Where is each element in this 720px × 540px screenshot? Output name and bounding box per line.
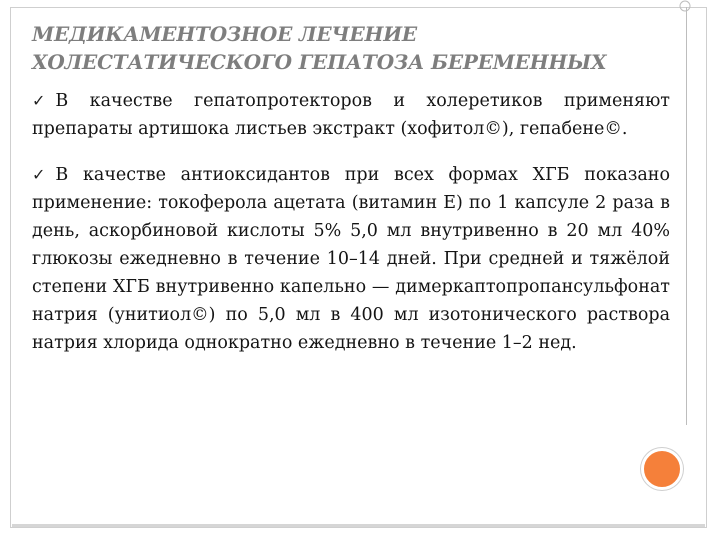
- frame-vertical-line: [686, 7, 687, 425]
- bullet-text: В качестве антиоксидантов при всех формах ХГБ показано применение: токоферола ацетата (витамин Е) по 1 капсуле 2 раза в день, аскорбиновой кислоты 5% 5,0 мл внутривенно в 20 мл 40% глюкозы ежедневно в течение 10–14 дней. При средней и тяжёлой степени ХГБ внутривенно капельно — димеркаптопропансульфонат натрия (унитиол©) по 5,0 мл в 400 мл изотонического раствора натрия хлорида однократно ежедневно в течение 1–2 нед.: [32, 165, 670, 353]
- corner-ring-icon: [674, 0, 696, 22]
- slide-title: МЕДИКАМЕНТОЗНОЕ ЛЕЧЕНИЕ ХОЛЕСТАТИЧЕСКОГО ГЕПАТОЗА БЕРЕМЕННЫХ: [32, 22, 607, 74]
- bullet-text: В качестве гепатопротекторов и холеретиков применяют препараты артишока листьев экстракт (хофитол©), гепабене©.: [32, 91, 670, 139]
- frame-bottom-shadow: [12, 524, 705, 527]
- slide-body: [32, 87, 670, 375]
- bullet-hepatoprotectors: [32, 87, 670, 143]
- check-icon: ✓: [32, 165, 46, 184]
- check-icon: ✓: [32, 91, 46, 110]
- decorative-circle: [641, 448, 683, 490]
- bullet-antioxidants: [32, 161, 670, 357]
